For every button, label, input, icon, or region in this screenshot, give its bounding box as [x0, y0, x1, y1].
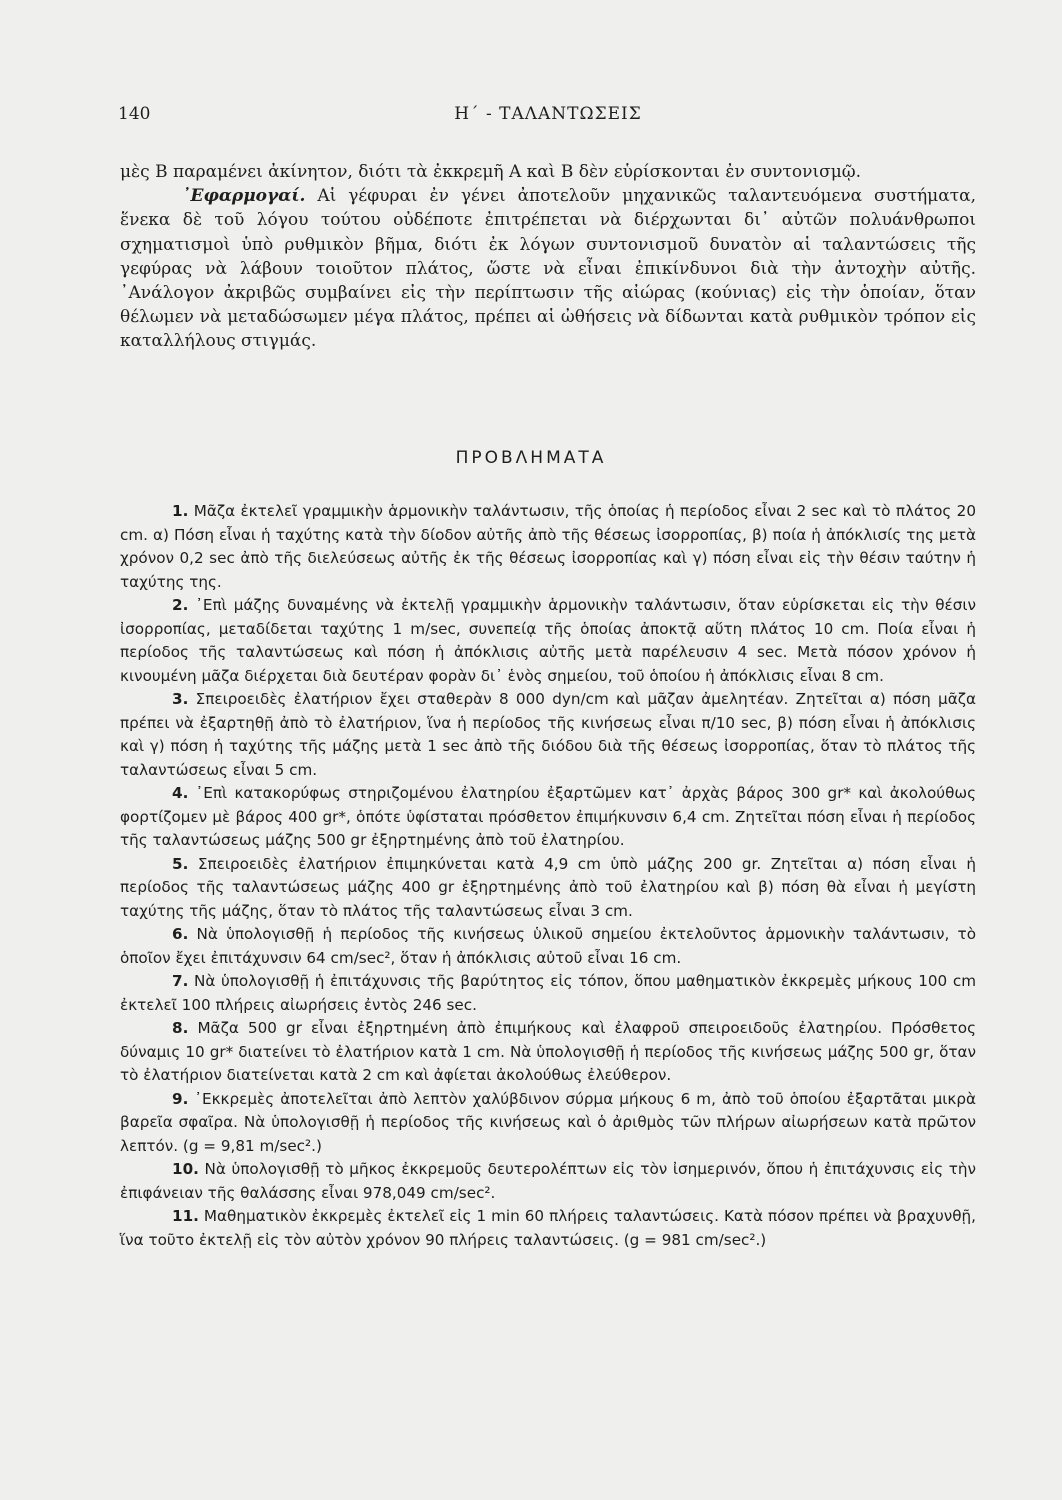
problem-number: 7. — [172, 972, 189, 990]
chapter-title: Η΄ - ΤΑΛΑΝΤΩΣΕΙΣ — [454, 104, 642, 124]
problem-number: 2. — [172, 596, 189, 614]
problem-number: 10. — [172, 1160, 199, 1178]
applications-heading: ᾿Εφαρμογαί. — [182, 186, 306, 207]
problem-item — [120, 1017, 976, 1088]
problem-text: Νὰ ὑπολογισθῇ τὸ μῆκος ἐκκρεμοῦς δευτερολέπτων εἰς τὸν ἰσημερινόν, ὅπου ἡ ἐπιτάχυνσις εἰς τὴν ἐπιφάνειαν τῆς θαλάσσης εἶναι 978,049 cm/sec². — [120, 1160, 976, 1202]
problem-number: 8. — [172, 1019, 189, 1037]
problem-text: Σπειροειδὲς ἐλατήριον ἐπιμηκύνεται κατὰ 4,9 cm ὑπὸ μάζης 200 gr. Ζητεῖται α) πόση εἶναι ἡ περίοδος τῆς ταλαντώσεως μάζης 400 gr ἐξηρτημένης ἀπὸ τοῦ ἐλατηρίου καὶ β) πόση θὰ εἶναι ἡ μεγίστη ταχύτης τῆς μάζης, ὅταν τὸ πλάτος τῆς ταλαντώσεως εἶναι 3 cm. — [120, 854, 976, 920]
problem-text: Νὰ ὑπολογισθῇ ἡ ἐπιτάχυνσις τῆς βαρύτητος εἰς τόπον, ὅπου μαθηματικὸν ἐκκρεμὲς μήκους 100 cm ἐκτελεῖ 100 πλήρεις αἰωρήσεις ἐντὸς 246 sec. — [120, 972, 976, 1014]
problem-item — [120, 1088, 976, 1159]
problem-text: ᾿Εκκρεμὲς ἀποτελεῖται ἀπὸ λεπτὸν χαλύβδινον σύρμα μήκους 6 m, ἀπὸ τοῦ ὁποίου ἐξαρτᾶται μικρὰ βαρεῖα σφαῖρα. Νὰ ὑπολογισθῇ ἡ περίοδος τῆς κινήσεως καὶ ὁ ἀριθμὸς τῶν πλήρων αἰωρήσεων κατὰ πρῶτον λεπτόν. (g = 9,81 m/sec².) — [120, 1089, 976, 1155]
problem-item — [120, 1205, 976, 1252]
problem-number: 4. — [172, 784, 189, 802]
intro-line-1: μὲς Β παραμένει ἀκίνητον, διότι τὰ ἐκκρεμῆ Α καὶ Β δὲν εὑρίσκονται ἐν συντονισμῷ. — [120, 162, 862, 182]
problem-item — [120, 970, 976, 1017]
problem-item — [120, 782, 976, 853]
problem-item — [120, 923, 976, 970]
problem-number: 1. — [172, 502, 189, 520]
page-number: 140 — [118, 104, 151, 124]
problem-item — [120, 500, 976, 594]
problem-text: Σπειροειδὲς ἐλατήριον ἔχει σταθερὰν 8 000 dyn/cm καὶ μᾶζαν ἀμελητέαν. Ζητεῖται α) πόση μᾶζα πρέπει νὰ ἐξαρτηθῇ ἀπὸ τὸ ἐλατήριον, ἵνα ἡ περίοδος τῆς κινήσεως εἶναι π/10 sec, β) πόση εἶναι ἡ ἀπόκλισις καὶ γ) πόση ἡ ταχύτης τῆς μάζης μετὰ 1 sec ἀπὸ τῆς διόδου διὰ τῆς θέσεως ἰσορροπίας, ὅταν τὸ πλάτος τῆς ταλαντώσεως εἶναι 5 cm. — [120, 690, 976, 779]
problem-item — [120, 853, 976, 924]
problems-list — [120, 500, 976, 1252]
applications-paragraph — [120, 184, 976, 353]
problem-item — [120, 594, 976, 688]
problem-number: 5. — [172, 854, 189, 873]
problem-item — [120, 1158, 976, 1205]
problem-number: 3. — [172, 690, 189, 708]
intro-paragraph — [120, 160, 976, 354]
problem-number: 11. — [172, 1207, 199, 1225]
section-title: ΠΡΟΒΛΗΜΑΤΑ — [455, 448, 607, 468]
problem-number: 6. — [172, 925, 189, 943]
problem-text: ᾿Επὶ μάζης δυναμένης νὰ ἐκτελῇ γραμμικὴν ἁρμονικὴν ταλάντωσιν, ὅταν εὑρίσκεται εἰς τὴν θέσιν ἰσορροπίας, μεταδίδεται ταχύτης 1 m/sec, συνεπείᾳ τῆς ὁποίας ἀποκτᾷ αὕτη πλάτος 10 cm. Ποία εἶναι ἡ περίοδος τῆς ταλαντώσεως καὶ πόση ἡ ἀπόκλισις αὐτῆς μετὰ παρέλευσιν 4 sec. Μετὰ πόσον χρόνον ἡ κινουμένη μᾶζα διέρχεται διὰ δευτέραν φορὰν δι᾿ ἑνὸς σημείου, τοῦ ὁποίου ἡ ἀπόκλισις εἶναι 8 cm. — [120, 596, 976, 685]
problem-number: 9. — [172, 1089, 189, 1108]
problem-text: ᾿Επὶ κατακορύφως στηριζομένου ἐλατηρίου ἐξαρτῶμεν κατ᾿ ἀρχὰς βάρος 300 gr* καὶ ἀκολούθως φορτίζομεν μὲ βάρος 400 gr*, ὁπότε ὑφίσταται πρόσθετον ἐπιμήκυνσιν 6,4 cm. Ζητεῖται πόση εἶναι ἡ περίοδος τῆς ταλαντώσεως μάζης 500 gr ἐξηρτημένης ἀπὸ τοῦ ἐλατηρίου. — [120, 784, 977, 849]
problem-item — [120, 688, 976, 782]
problem-text: Μᾶζα ἐκτελεῖ γραμμικὴν ἁρμονικὴν ταλάντωσιν, τῆς ὁποίας ἡ περίοδος εἶναι 2 sec καὶ τὸ πλάτος 20 cm. α) Πόση εἶναι ἡ ταχύτης κατὰ τὴν δίοδον αὐτῆς ἀπὸ τῆς θέσεως ἰσορροπίας, β) ποία ἡ ἀπόκλισίς της μετὰ χρόνον 0,2 sec ἀπὸ τῆς διελεύσεως αὐτῆς ἐκ τῆς θέσεως ἰσορροπίας καὶ γ) πόση εἶναι εἰς τὴν θέσιν ταύτην ἡ ταχύτης της. — [120, 502, 977, 591]
applications-text: Αἱ γέφυραι ἐν γένει ἀποτελοῦν μηχανικῶς ταλαντευόμενα συστήματα, ἕνεκα δὲ τοῦ λόγου τούτου οὐδέποτε ἐπιτρέπεται νὰ διέρχωνται δι᾿ αὐτῶν πολυάνθρωποι σχηματισμοὶ ὑπὸ ρυθμικὸν βῆμα, διότι ἐκ λόγων συντονισμοῦ δυνατὸν αἱ ταλαντώσεις τῆς γεφύρας νὰ λάβουν τοιοῦτον πλάτος, ὥστε νὰ εἶναι ἐπικίνδυνοι διὰ τὴν ἀντοχὴν αὐτῆς. ᾿Ανάλογον ἀκριβῶς συμβαίνει εἰς τὴν περίπτωσιν τῆς αἰώρας (κούνιας) εἰς τὴν ὁποίαν, ὅταν θέλωμεν νὰ μεταδώσωμεν μέγα πλάτος, πρέπει αἱ ὠθήσεις νὰ δίδωνται κατὰ ρυθμικὸν τρόπον εἰς καταλλήλους στιγμάς. — [120, 186, 976, 352]
problem-text: Μᾶζα 500 gr εἶναι ἐξηρτημένη ἀπὸ ἐπιμήκους καὶ ἐλαφροῦ σπειροειδοῦς ἐλατηρίου. Πρόσθετος δύναμις 10 gr* διατείνει τὸ ἐλατήριον κατὰ 1 cm. Νὰ ὑπολογισθῇ ἡ περίοδος τῆς κινήσεως μάζης 500 gr, ὅταν τὸ ἐλατήριον διατείνεται κατὰ 2 cm καὶ ἀφίεται ἀκολούθως ἐλεύθερον. — [120, 1019, 976, 1084]
problem-text: Νὰ ὑπολογισθῇ ἡ περίοδος τῆς κινήσεως ὑλικοῦ σημείου ἐκτελοῦντος ἁρμονικὴν ταλάντωσιν, τὸ ὁποῖον ἔχει ἐπιτάχυνσιν 64 cm/sec², ὅταν ἡ ἀπόκλισις αὐτοῦ εἶναι 16 cm. — [120, 925, 976, 967]
page-header — [118, 104, 978, 130]
problem-text: Μαθηματικὸν ἐκκρεμὲς ἐκτελεῖ εἰς 1 min 60 πλήρεις ταλαντώσεις. Κατὰ πόσον πρέπει νὰ βραχυνθῇ, ἵνα τοῦτο ἐκτελῇ εἰς τὸν αὐτὸν χρόνον 90 πλήρεις ταλαντώσεις. (g = 981 cm/sec².) — [120, 1207, 976, 1249]
